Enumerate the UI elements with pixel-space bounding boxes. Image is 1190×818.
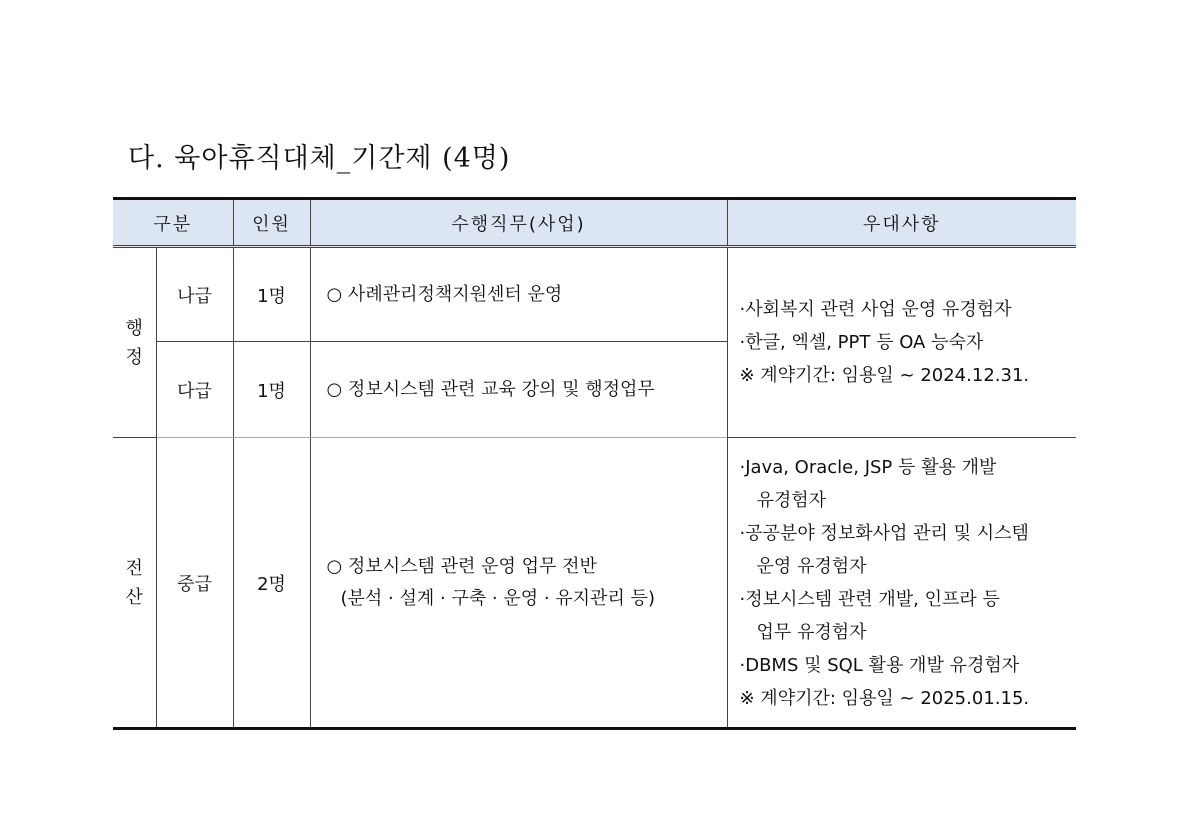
count-cell: 1명 [233,247,310,342]
preference-line: ·공공분야 정보화사업 관리 및 시스템 [739,522,1029,544]
count-cell: 2명 [233,438,310,729]
category-admin-char-2: 정 [125,346,143,368]
category-it-char-2: 산 [125,586,143,608]
preference-line: 운영 유경험자 [756,555,867,577]
duty-cell [310,438,727,729]
category-admin [113,247,156,438]
duty-sub: (분석 · 설계 · 구축 · 운영 · 유지관리 등) [340,587,655,609]
table-row [113,247,1076,342]
header-duty: 수행직무(사업) [310,199,727,247]
preferences-admin [727,247,1076,438]
preference-line: ·한글, 엑셀, PPT 등 OA 능숙자 [739,332,984,353]
count-cell: 1명 [233,342,310,438]
recruitment-table [113,197,1076,730]
grade-cell: 나급 [156,247,233,342]
preferences-it [727,438,1076,729]
duty-cell: ○ 정보시스템 관련 교육 강의 및 행정업무 [310,342,727,438]
duty-cell: ○ 사례관리정책지원센터 운영 [310,247,727,342]
preference-line: ·Java, Oracle, JSP 등 활용 개발 [739,456,997,478]
preference-line: 업무 유경험자 [756,621,867,643]
category-admin-char-1: 행 [125,317,143,339]
header-category: 구분 [113,199,233,247]
category-it-char-1: 전 [125,557,143,579]
preference-line: 유경험자 [756,489,827,511]
table-row [113,438,1076,729]
header-preferences: 우대사항 [727,199,1076,247]
preference-line: ·DBMS 및 SQL 활용 개발 유경험자 [739,654,1020,676]
category-it [113,438,156,729]
preference-line: ·사회복지 관련 사업 운영 유경험자 [739,299,1012,320]
document-title: 다. 육아휴직대체_기간제 (4명) [128,143,511,174]
contract-period: ※ 계약기간: 임용일 ~ 2025.01.15. [739,687,1030,709]
duty-main: ○ 정보시스템 관련 운영 업무 전반 [326,555,597,577]
grade-cell: 다급 [156,342,233,438]
table-header-row [113,199,1076,247]
header-count: 인원 [233,199,310,247]
grade-cell: 중급 [156,438,233,729]
preference-line: ·정보시스템 관련 개발, 인프라 등 [739,588,1000,610]
contract-period: ※ 계약기간: 임용일 ~ 2024.12.31. [739,365,1030,386]
